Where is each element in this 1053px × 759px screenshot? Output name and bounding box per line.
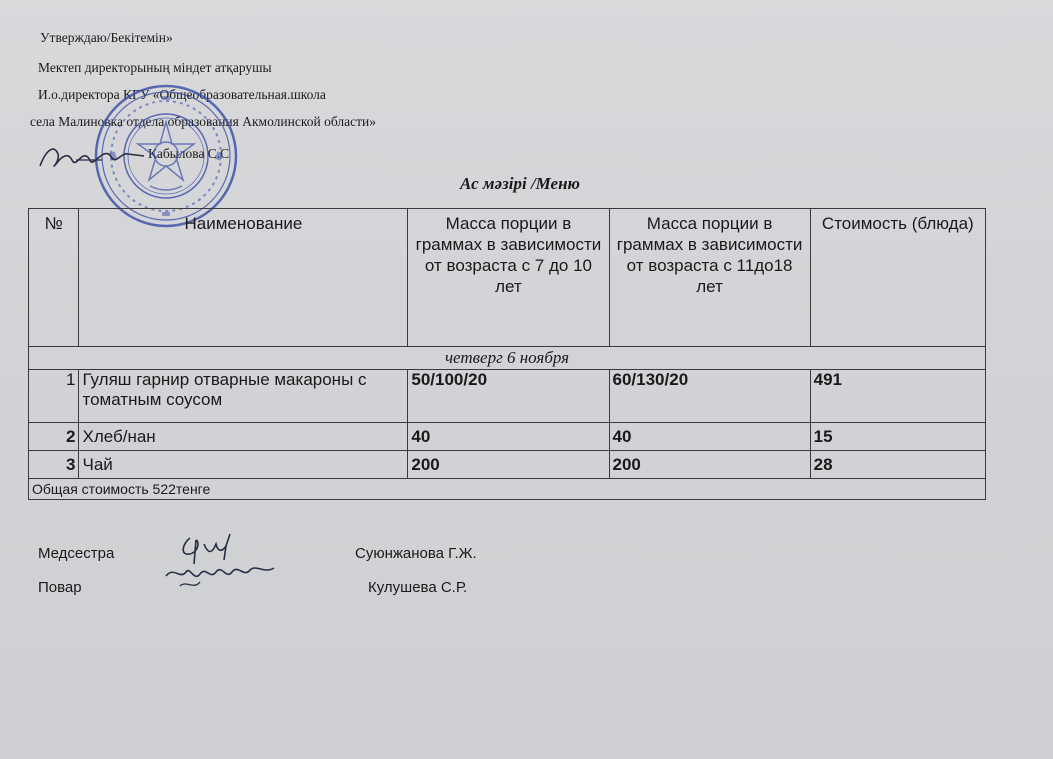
cook-role: Повар [38,579,82,596]
table-header-row [29,209,986,347]
row-cost: 28 [810,451,985,479]
position-kz-line: Мектеп директорының міндет атқарушы [38,60,272,75]
table-row [29,423,986,451]
table-row [29,370,986,423]
header-mass-7-10: Масса порции в граммах в зависимости от возраста с 7 до 10 лет [408,209,609,347]
row-num: 1 [29,370,79,423]
row-name: Хлеб/нан [79,423,408,451]
header-name: Наименование [79,209,408,347]
header-num: № [29,209,79,347]
header-mass-11-18: Масса порции в граммах в зависимости от возраста с 11до18 лет [609,209,810,347]
row-num: 3 [29,451,79,479]
table-row [29,451,986,479]
page-title: Ас мәзірі /Меню [460,174,580,193]
row-mass-11-18: 60/130/20 [609,370,810,423]
row-name: Гуляш гарнир отварные макароны с томатным соусом [79,370,408,423]
row-num: 2 [29,423,79,451]
row-cost: 15 [810,423,985,451]
cook-name: Кулушева С.Р. [368,579,468,596]
row-mass-11-18: 40 [609,423,810,451]
row-mass-11-18: 200 [609,451,810,479]
day-row [29,347,986,370]
nurse-role: Медсестра [38,545,115,562]
position-ru-line: И.о.директора КГУ «Общеобразовательная.школа [38,87,326,102]
menu-table [28,208,986,500]
day-label: четверг 6 ноября [29,347,986,370]
row-mass-7-10: 40 [408,423,609,451]
total-row [29,479,986,500]
director-name: Кабылова С.С [148,146,230,161]
school-line: села Малиновка отдела образования Акмолинской области» [30,114,376,129]
header-cost: Стоимость (блюда) [810,209,985,347]
staff-signatures [160,530,280,600]
approve-line: Утверждаю/Бекітемін» [40,30,173,45]
total-cost: Общая стоимость 522тенге [29,479,986,500]
nurse-name: Суюнжанова Г.Ж. [355,545,477,562]
director-signature [36,130,146,180]
row-name: Чай [79,451,408,479]
row-mass-7-10: 200 [408,451,609,479]
row-mass-7-10: 50/100/20 [408,370,609,423]
row-cost: 491 [810,370,985,423]
